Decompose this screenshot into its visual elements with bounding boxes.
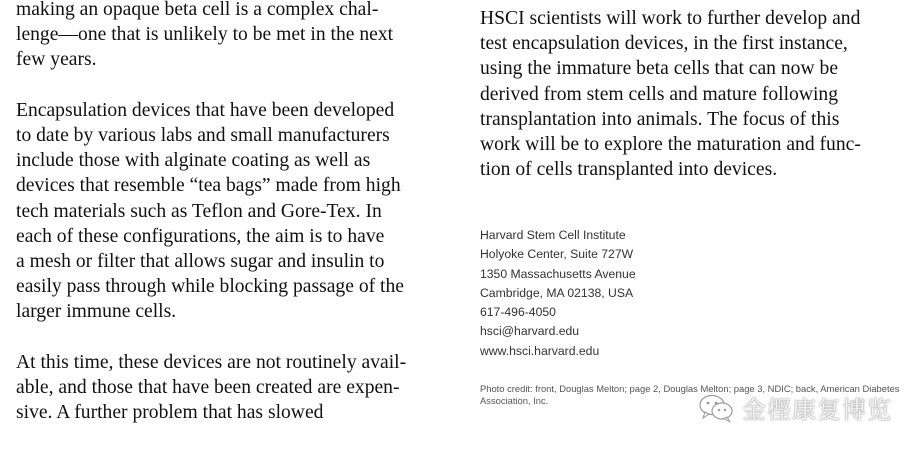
text-line: sive. A further problem that has slowed xyxy=(16,402,324,424)
wechat-icon xyxy=(698,393,734,423)
text-line: to date by various labs and small manufacturers xyxy=(16,125,390,146)
text-line: work will be to explore the maturation and func- xyxy=(480,134,861,156)
photo-credit: Photo credit: front, Douglas Melton; page 2, Douglas Melton; page 3, NDIC; back, American Diabetes Association, Inc. xyxy=(480,383,900,407)
text-line: derived from stem cells and mature following xyxy=(480,83,839,105)
text-line: lenge—one that is unlikely to be met in the next xyxy=(16,24,394,46)
phone-number: 617-496-4050 xyxy=(480,305,556,320)
text-line: tech materials such as Teflon and Gore-Tex. In xyxy=(16,200,382,222)
building-line: Holyoke Center, Suite 727W xyxy=(480,247,634,262)
text-line: a mesh or filter that allows sugar and insulin to xyxy=(16,251,385,273)
text-line: able, and those that have been created are expen- xyxy=(16,377,400,399)
text-line: transplantation into animals. The focus of this xyxy=(480,108,840,130)
text-line: larger immune cells. xyxy=(16,301,177,323)
email-address: hsci@harvard.edu xyxy=(480,324,580,339)
city-line: Cambridge, MA 02138, USA xyxy=(480,285,634,300)
text-line: HSCI scientists will work to further develop and xyxy=(480,8,861,29)
street-line: 1350 Massachusetts Avenue xyxy=(480,266,636,281)
right-column xyxy=(480,0,900,182)
text-line: each of these configurations, the aim is to have xyxy=(16,225,385,247)
organization-name: Harvard Stem Cell Institute xyxy=(480,228,626,242)
text-line: few years. xyxy=(16,49,97,71)
text-line: Encapsulation devices that have been developed xyxy=(16,99,395,121)
watermark xyxy=(698,390,892,425)
paragraph-3 xyxy=(16,350,446,426)
text-line: using the immature beta cells that can now be xyxy=(480,58,839,80)
paragraph-1 xyxy=(16,0,446,73)
text-line: making an opaque beta cell is a complex chal- xyxy=(16,0,379,20)
text-line: At this time, these devices are not routinely avail- xyxy=(16,351,407,373)
left-column xyxy=(16,0,446,425)
text-line: include those with alginate coating as well as xyxy=(16,150,371,172)
watermark-text: 金樫康复博览 xyxy=(742,396,892,424)
text-line: easily pass through while blocking passage of the xyxy=(16,276,404,298)
website-url: www.hsci.harvard.edu xyxy=(480,343,600,358)
text-line: tion of cells transplanted into devices. xyxy=(480,159,778,181)
text-line: devices that resemble “tea bags” made from high xyxy=(16,175,401,197)
address-block xyxy=(480,226,636,361)
text-line: test encapsulation devices, in the first instance, xyxy=(480,33,848,55)
paragraph-2 xyxy=(16,98,446,325)
hsci-paragraph xyxy=(480,6,900,182)
